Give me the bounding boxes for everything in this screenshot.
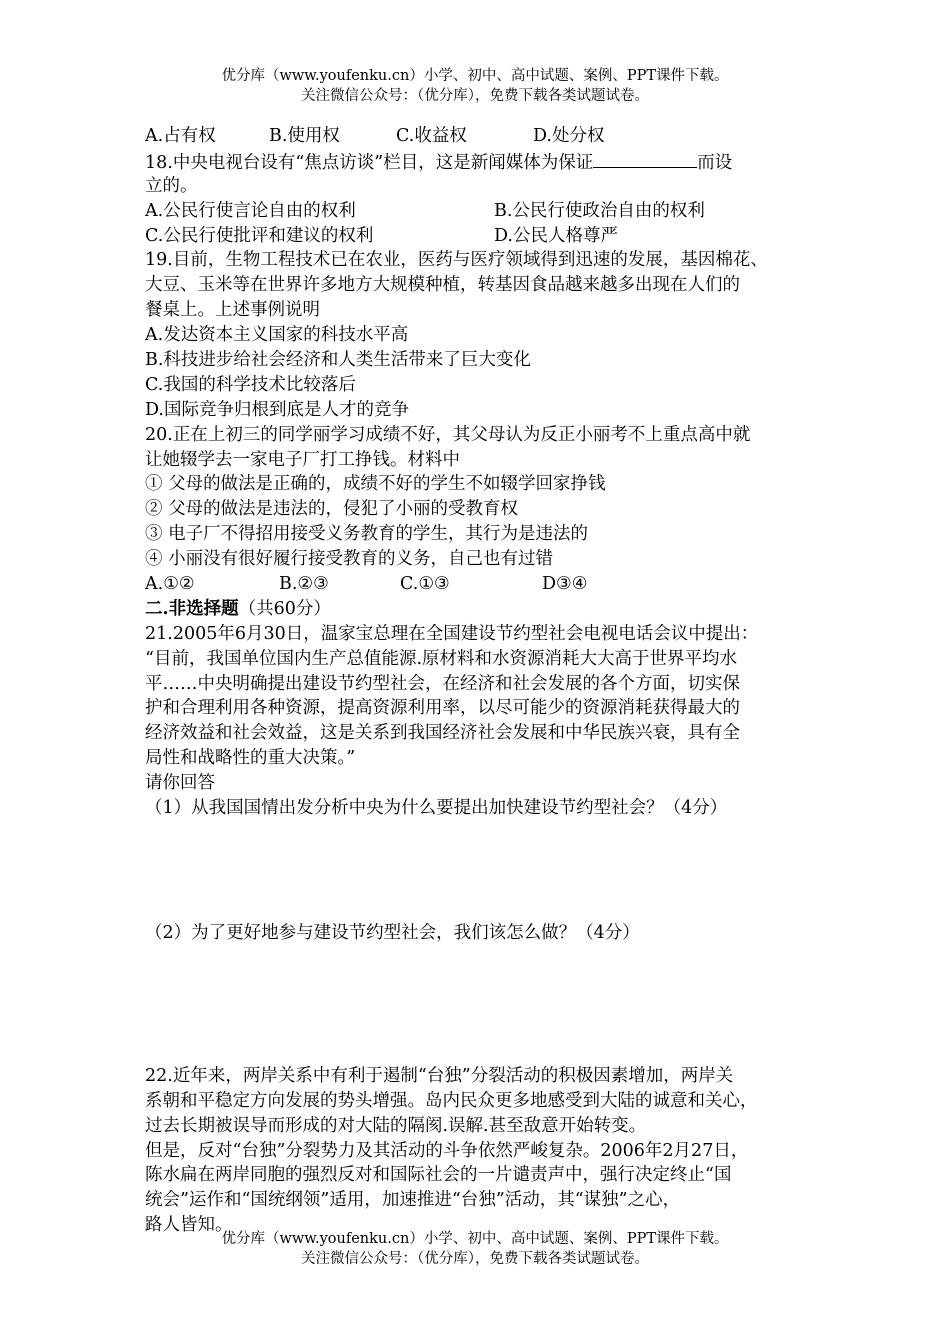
q19-option-c: C.我国的科学技术比较落后 <box>145 374 356 395</box>
header-line-2: 关注微信公众号：（优分库），免费下载各类试题试卷。 <box>301 88 649 104</box>
q22-text-line: 统会”运作和“国统纲领”适用，加速推进“台独”活动，其“谋独”之心， <box>145 1190 681 1211</box>
q20-option-a: A.①② <box>145 574 195 595</box>
q17-option-a: A.占有权 <box>145 126 216 146</box>
q20-statement-2: ② 父母的做法是违法的，侵犯了小丽的受教育权 <box>145 499 519 520</box>
section-2-score: （共60分） <box>238 598 331 619</box>
footer-line-2: 关注微信公众号：（优分库），免费下载各类试题试卷。 <box>301 1251 649 1267</box>
section-2-title: 二.非选择题 <box>145 598 239 619</box>
header-line-1: 优分库（www.youfenku.cn）小学、初中、高中试题、案例、PPT课件下载。 <box>221 68 729 84</box>
q21-text-line: 经济效益和社会效益，这是关系到我国经济社会发展和中华民族兴衰，具有全 <box>145 723 740 744</box>
q18-stem-before: 18.中央电视台设有“焦点访谈”栏目，这是新闻媒体为保证 <box>145 152 594 173</box>
page-header <box>0 66 950 106</box>
q18-stem <box>145 149 825 174</box>
q20-stem-line: 20.正在上初三的同学丽学习成绩不好，其父母认为反正小丽考不上重点高中就 <box>145 424 751 445</box>
q17-option-d: D.处分权 <box>533 126 605 146</box>
q18-stem-line-2: 立的。 <box>145 175 198 196</box>
exam-content <box>145 124 825 1238</box>
section-2-heading <box>145 597 825 622</box>
q22-text-line: 路人皆知。 <box>145 1215 233 1236</box>
q19-stem-line: 大豆、玉米等在世界许多地方大规模种植，转基因食品越来越多出现在人们的 <box>145 275 740 296</box>
q21-text-line: 护和合理利用各种资源，提高资源利用率，以尽可能少的资源消耗获得最大的 <box>145 698 740 719</box>
q22-text-line: 系朝和平稳定方向发展的势头增强。岛内民众更多地感受到大陆的诚意和关心， <box>145 1090 758 1111</box>
q20-option-b: B.②③ <box>279 574 329 595</box>
q21-answer-space-1[interactable] <box>145 821 825 921</box>
q17-options <box>145 124 825 149</box>
q18-option-d: D.公民人格尊严 <box>494 225 618 246</box>
q20-statement-4: ④ 小丽没有很好履行接受教育的义务，自己也有过错 <box>145 549 554 570</box>
q21-sub-question-1: （1）从我国国情出发分析中央为什么要提出加快建设节约型社会？（4分） <box>145 798 728 819</box>
q17-option-b: B.使用权 <box>269 126 340 146</box>
q18-stem-after: 而设 <box>697 152 733 173</box>
q21-answer-space-2[interactable] <box>145 946 825 1064</box>
q20-statement-3: ③ 电子厂不得招用接受义务教育的学生，其行为是违法的 <box>145 524 589 545</box>
q18-options-row-1 <box>145 199 825 224</box>
q19-stem-line: 19.目前，生物工程技术已在农业，医药与医疗领域得到迅速的发展，基因棉花、 <box>145 250 768 271</box>
q21-text-line: “目前，我国单位国内生产总值能源.原材料和水资源消耗大大高于世界平均水 <box>145 648 738 669</box>
q20-option-c: C.①③ <box>400 574 450 595</box>
q21-sub-question-2: （2）为了更好地参与建设节约型社会，我们该怎么做？（4分） <box>145 922 640 943</box>
q19-stem-line: 餐桌上。上述事例说明 <box>145 300 320 321</box>
q20-option-d: D③④ <box>542 574 588 595</box>
page-footer <box>0 1229 950 1269</box>
q18-option-a: A.公民行使言论自由的权利 <box>145 200 356 221</box>
q18-option-b: B.公民行使政治自由的权利 <box>494 200 705 221</box>
q19-option-b: B.科技进步给社会经济和人类生活带来了巨大变化 <box>145 350 531 371</box>
q21-text-line: 21.2005年6月30日，温家宝总理在全国建设节约型社会电视电话会议中提出： <box>145 623 759 644</box>
footer-line-1: 优分库（www.youfenku.cn）小学、初中、高中试题、案例、PPT课件下载。 <box>221 1231 729 1247</box>
q22-text-line: 22.近年来，两岸关系中有利于遏制“台独”分裂活动的积极因素增加，两岸关 <box>145 1065 734 1086</box>
q20-stem-line: 让她辍学去一家电子厂打工挣钱。材料中 <box>145 449 460 470</box>
q18-options-row-2 <box>145 224 825 249</box>
q22-text-line: 但是，反对“台独”分裂势力及其活动的斗争依然严峻复杂。2006年2月27日， <box>145 1140 749 1161</box>
q19-option-a: A.发达资本主义国家的科技水平高 <box>145 325 409 346</box>
q19-option-d: D.国际竞争归根到底是人才的竞争 <box>145 399 409 420</box>
q20-options <box>145 572 825 597</box>
q18-option-c: C.公民行使批评和建议的权利 <box>145 225 374 246</box>
q21-text-line: 请你回答 <box>145 773 215 794</box>
q21-text-line: 局性和战略性的重大决策。” <box>145 748 356 769</box>
q22-text-line: 陈水扁在两岸同胞的强烈反对和国际社会的一片谴责声中，强行决定终止“国 <box>145 1165 732 1186</box>
q17-option-c: C.收益权 <box>396 126 467 146</box>
q21-text-line: 平……中央明确提出建设节约型社会，在经济和社会发展的各个方面，切实保 <box>145 673 740 694</box>
q18-answer-blank <box>593 149 697 168</box>
q22-text-line: 过去长期被误导而形成的对大陆的隔阂.误解.甚至敌意开始转变。 <box>145 1115 647 1136</box>
q20-statement-1: ① 父母的做法是正确的，成绩不好的学生不如辍学回家挣钱 <box>145 474 606 495</box>
